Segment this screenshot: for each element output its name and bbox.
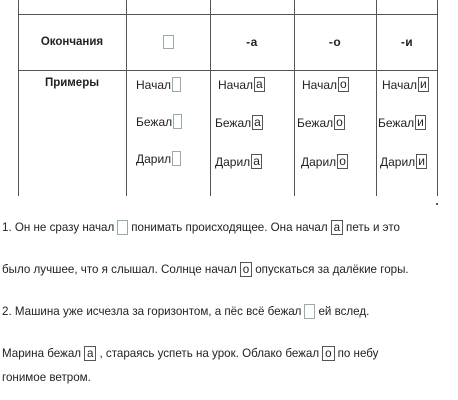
exercise-line-2: было лучшее, что я слышал. Солнце начал о опускаться за далёкие горы. <box>2 263 409 276</box>
ending-box: о <box>340 77 347 91</box>
example-o-row1: Начал о <box>302 77 347 92</box>
ending-box: о <box>240 262 252 277</box>
empty-ending-box <box>172 151 181 166</box>
example-a-row3: Дарил а <box>215 154 260 169</box>
exercise-line-4: Марина бежал а , стараясь успеть на урок. Облако бежал о по небу <box>2 347 379 360</box>
example-i-row3: Дарил и <box>380 154 425 169</box>
null-ending-cell <box>126 14 210 70</box>
example-null-row1: Начал <box>136 77 181 92</box>
ending-box: о <box>336 115 343 129</box>
null-ending-box <box>163 35 174 49</box>
ending-box: и <box>417 115 424 129</box>
ending-box: о <box>339 154 346 168</box>
ending-box: и <box>418 154 425 168</box>
empty-ending-box <box>172 77 181 92</box>
example-i-row2: Бежал и <box>378 115 424 130</box>
example-i-row1: Начал и <box>382 77 427 92</box>
exercise-line-3: 2. Машина уже исчезла за горизонтом, а пёс всё бежал ей вслед. <box>2 305 370 318</box>
ending-box: а <box>256 77 263 91</box>
exercise-line-1: 1. Он не сразу начал понимать происходящее. Она начал а петь и это <box>2 221 400 234</box>
ending-o: -о <box>328 35 342 49</box>
table-corner-dot <box>436 203 438 205</box>
ending-box: и <box>420 77 427 91</box>
endings-table <box>18 0 438 196</box>
exercise-line-5: гонимое ветром. <box>2 371 91 384</box>
example-null-row2: Бежал <box>136 114 182 129</box>
ending-box: а <box>253 154 260 168</box>
ending-box: а <box>254 115 261 129</box>
table-divider <box>18 70 438 71</box>
empty-ending-box <box>304 304 315 319</box>
ending-a: -а <box>246 35 258 49</box>
endings-header: Окончания <box>40 36 104 48</box>
example-a-row1: Начал а <box>218 77 263 92</box>
example-a-row2: Бежал а <box>215 115 261 130</box>
examples-header: Примеры <box>44 77 100 89</box>
example-o-row3: Дарил о <box>301 154 346 169</box>
example-null-row3: Дарил <box>136 151 181 166</box>
empty-ending-box <box>117 220 128 235</box>
example-o-row2: Бежал о <box>297 115 343 130</box>
empty-ending-box <box>173 114 182 129</box>
ending-box: а <box>331 220 343 235</box>
ending-i: -и <box>400 35 414 49</box>
ending-box: а <box>84 346 96 361</box>
ending-box: о <box>322 346 334 361</box>
